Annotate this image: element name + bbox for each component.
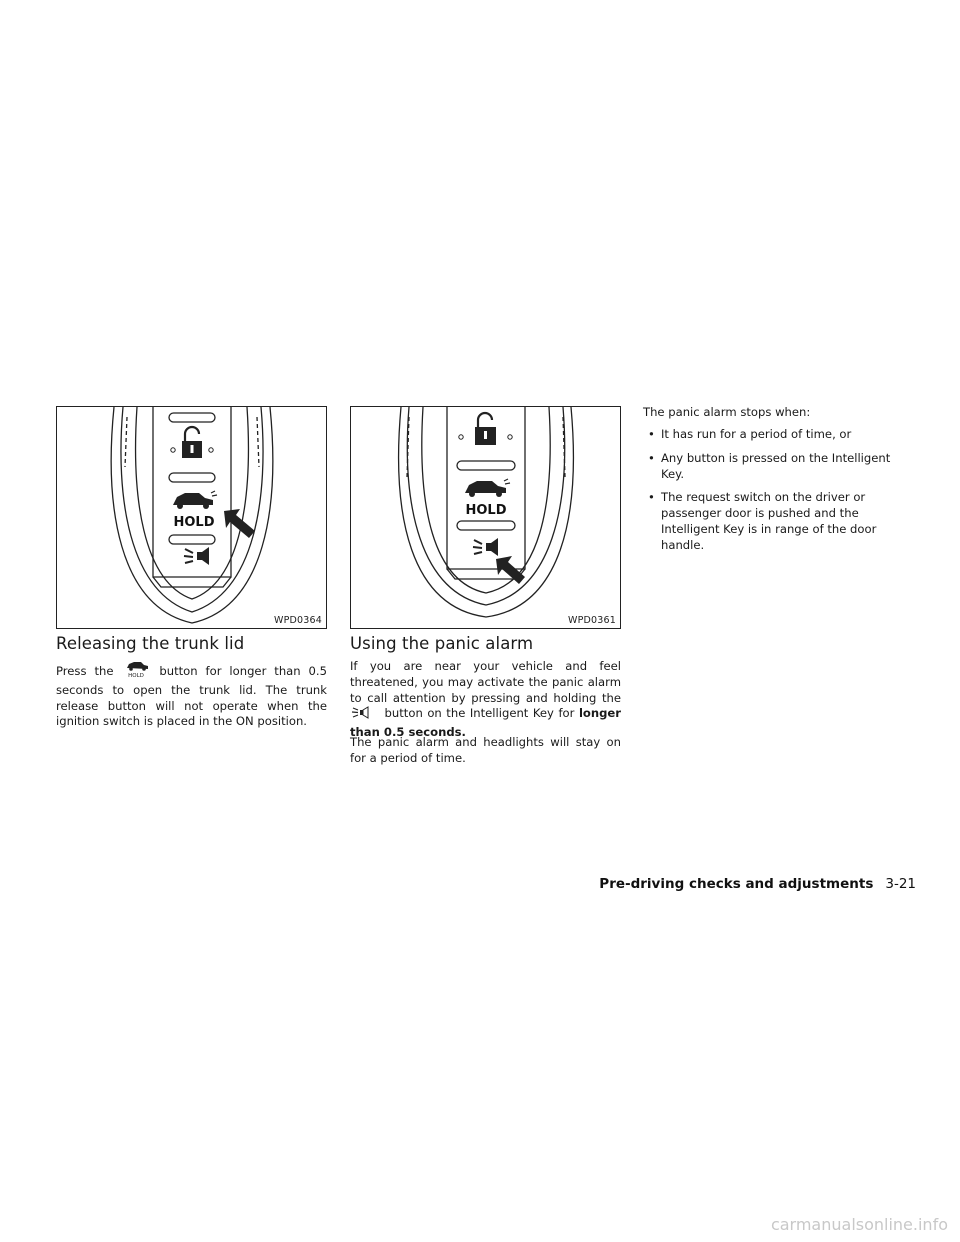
trunk-hold-icon xyxy=(121,660,151,683)
unlock-icon xyxy=(171,427,213,458)
figure-panic-alarm xyxy=(350,406,621,629)
paragraph-panic-alarm-activate: If you are near your vehicle and feel threatened, you may activate the panic alarm to call attention by pressing and holding the button on the Intelligent Key for longer than 0.5 seconds. xyxy=(350,659,622,740)
emphasis-duration: longer than 0.5 seconds. xyxy=(350,706,622,740)
watermark: carmanualsonline.info xyxy=(770,1215,948,1234)
list-item: • Any button is pressed on the Intelligent Key. xyxy=(643,451,915,483)
unlock-icon xyxy=(459,413,512,445)
key-fob-illustration xyxy=(57,407,327,629)
paragraph-panic-alarm-duration: The panic alarm and headlights will stay on for a period of time. xyxy=(350,735,621,765)
paragraph-trunk-release: Press the HOLD button for longer than 0.5 seconds to open the trunk lid. The trunk release button will not operate when the ignition switch is placed in the ON position. xyxy=(56,660,327,730)
pointer-arrow xyxy=(496,556,525,584)
heading-releasing-trunk-lid: Releasing the trunk lid xyxy=(56,634,245,653)
figure-code: WPD0364 xyxy=(273,615,322,626)
footer-section-title: Pre-driving checks and adjustments xyxy=(599,876,874,892)
panic-button-icon xyxy=(350,706,380,725)
list-item: • It has run for a period of time, or xyxy=(643,427,915,443)
page-number: 3-21 xyxy=(885,876,916,892)
hold-label: HOLD xyxy=(173,515,215,530)
trunk-car-icon xyxy=(173,491,217,509)
svg-text:HOLD: HOLD xyxy=(128,673,145,678)
key-fob-illustration xyxy=(351,407,621,629)
page-footer xyxy=(599,876,916,892)
list-item: • The request switch on the driver or passenger door is pushed and the Intelligent Key is in range of the door handle. xyxy=(643,490,915,553)
panic-stop-intro: The panic alarm stops when: xyxy=(643,405,811,419)
panic-stop-list xyxy=(643,427,915,562)
panic-alarm-icon xyxy=(184,547,209,565)
hold-label: HOLD xyxy=(465,503,507,518)
figure-code: WPD0361 xyxy=(567,615,616,626)
heading-using-panic-alarm: Using the panic alarm xyxy=(350,634,534,653)
trunk-car-icon xyxy=(465,479,510,497)
figure-trunk-release xyxy=(56,406,327,629)
panic-alarm-icon xyxy=(473,538,498,556)
